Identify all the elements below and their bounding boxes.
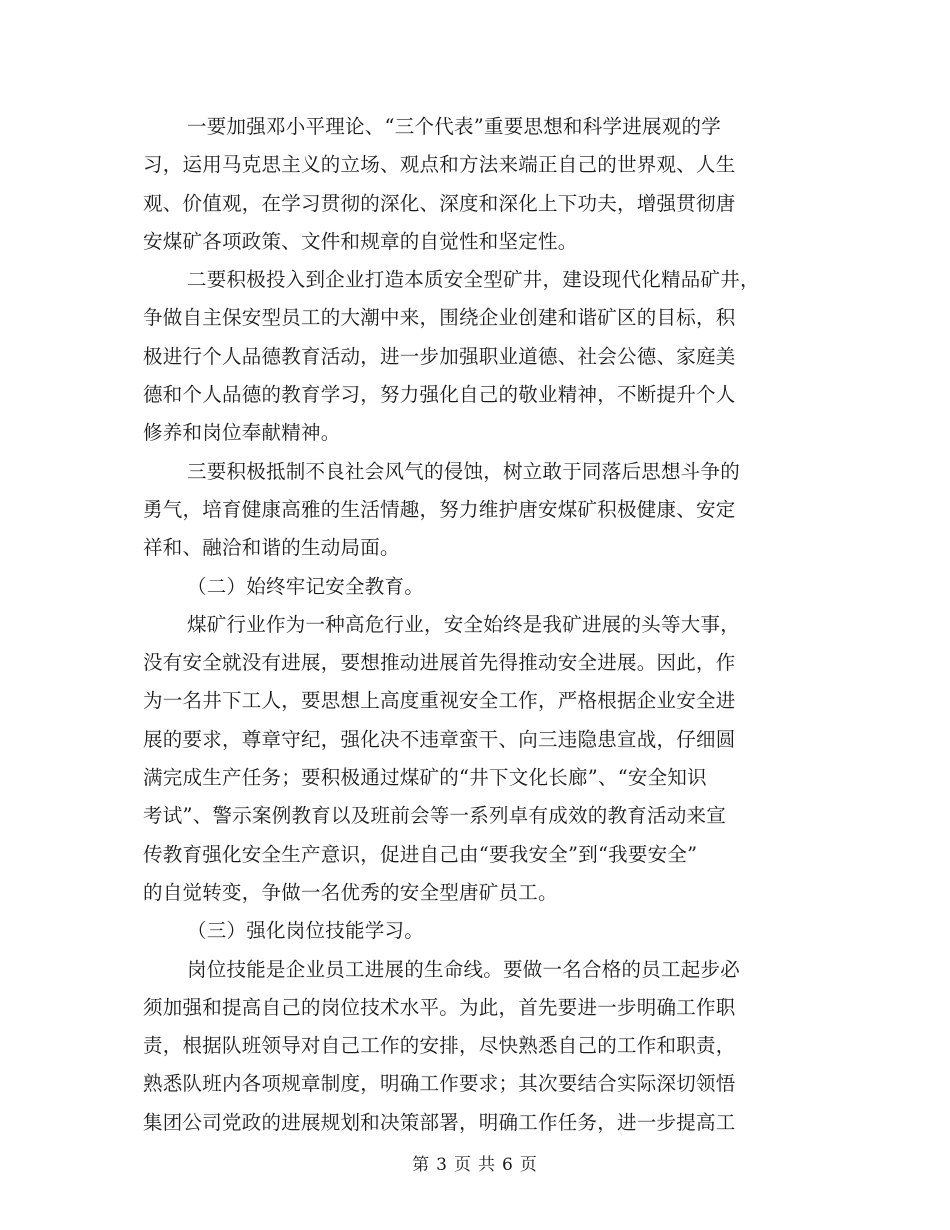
text-line: 展的要求，尊章守纪，强化决不违章蛮干、向三违隐患宣战，仔细圆 [143, 727, 736, 751]
current-page-number: 3 [436, 1155, 448, 1175]
text-line: 为一名井下工人，要思想上高度重视安全工作，严格根据企业安全进 [143, 689, 736, 713]
text-line: 争做自主保安型员工的大潮中来，围绕企业创建和谐矿区的目标，积 [143, 306, 736, 330]
text-line: 熟悉队班内各项规章制度，明确工作要求；其次要结合实际深切领悟 [143, 1072, 736, 1096]
text-line: 传教育强化安全生产意识，促进自己由“要我安全”到“我要安全” [143, 842, 698, 866]
text-line: 二要积极投入到企业打造本质安全型矿井，建设现代化精品矿井， [187, 268, 760, 292]
footer-label-di: 第 [412, 1155, 431, 1175]
text-line: 岗位技能是企业员工进展的生命线。要做一名合格的员工起步必 [187, 957, 741, 981]
footer-label-ye: 页 [454, 1155, 472, 1175]
text-line: 没有安全就没有进展，要想推动进展首先得推动安全进展。因此，作 [143, 651, 736, 675]
text-line: 观、价值观，在学习贯彻的深化、深度和深化上下功夫，增强贯彻唐 [143, 191, 736, 215]
text-line: 勇气，培育健康高雅的生活情趣，努力维护唐安煤矿积极健康、安定 [143, 497, 736, 521]
text-line: 责，根据队班领导对自己工作的安排，尽快熟悉自己的工作和职责， [143, 1034, 736, 1058]
text-line: 修养和岗位奉献精神。 [143, 421, 341, 445]
total-pages-number: 6 [502, 1155, 514, 1175]
text-line: 安煤矿各项政策、文件和规章的自觉性和坚定性。 [143, 229, 578, 253]
text-line: 三要积极抵制不良社会风气的侵蚀，树立敢于同落后思想斗争的 [187, 459, 741, 483]
text-line: 极进行个人品德教育活动，进一步加强职业道德、社会公德、家庭美 [143, 344, 736, 368]
text-line: 一要加强邓小平理论、“三个代表”重要思想和科学进展观的学 [187, 115, 721, 138]
footer-label-ye2: 页 [519, 1155, 538, 1175]
body-text [143, 108, 813, 1142]
text-line: 煤矿行业作为一种高危行业，安全始终是我矿进展的头等大事， [187, 612, 741, 636]
text-line: 的自觉转变，争做一名优秀的安全型唐矿员工。 [143, 880, 558, 904]
page-footer [0, 1150, 950, 1175]
text-line: 习，运用马克思主义的立场、观点和方法来端正自己的世界观、人生 [143, 153, 736, 177]
text-line: 考试”、警示案例教育以及班前会等一系列卓有成效的教育活动来宣 [143, 804, 726, 828]
text-line: （三）强化岗位技能学习。 [187, 919, 425, 943]
text-line: （二）始终牢记安全教育。 [187, 574, 425, 598]
text-line: 祥和、融洽和谐的生动局面。 [143, 536, 400, 560]
text-line: 满完成生产任务；要积极通过煤矿的“井下文化长廊”、“安全知识 [143, 766, 707, 790]
footer-label-gong: 共 [478, 1155, 496, 1175]
text-line: 德和个人品德的教育学习，努力强化自己的敬业精神，不断提升个人 [143, 383, 736, 407]
text-line: 须加强和提高自己的岗位技术水平。为此，首先要进一步明确工作职 [143, 995, 736, 1019]
text-line: 集团公司党政的进展规划和决策部署，明确工作任务，进一步提高工 [143, 1110, 736, 1134]
